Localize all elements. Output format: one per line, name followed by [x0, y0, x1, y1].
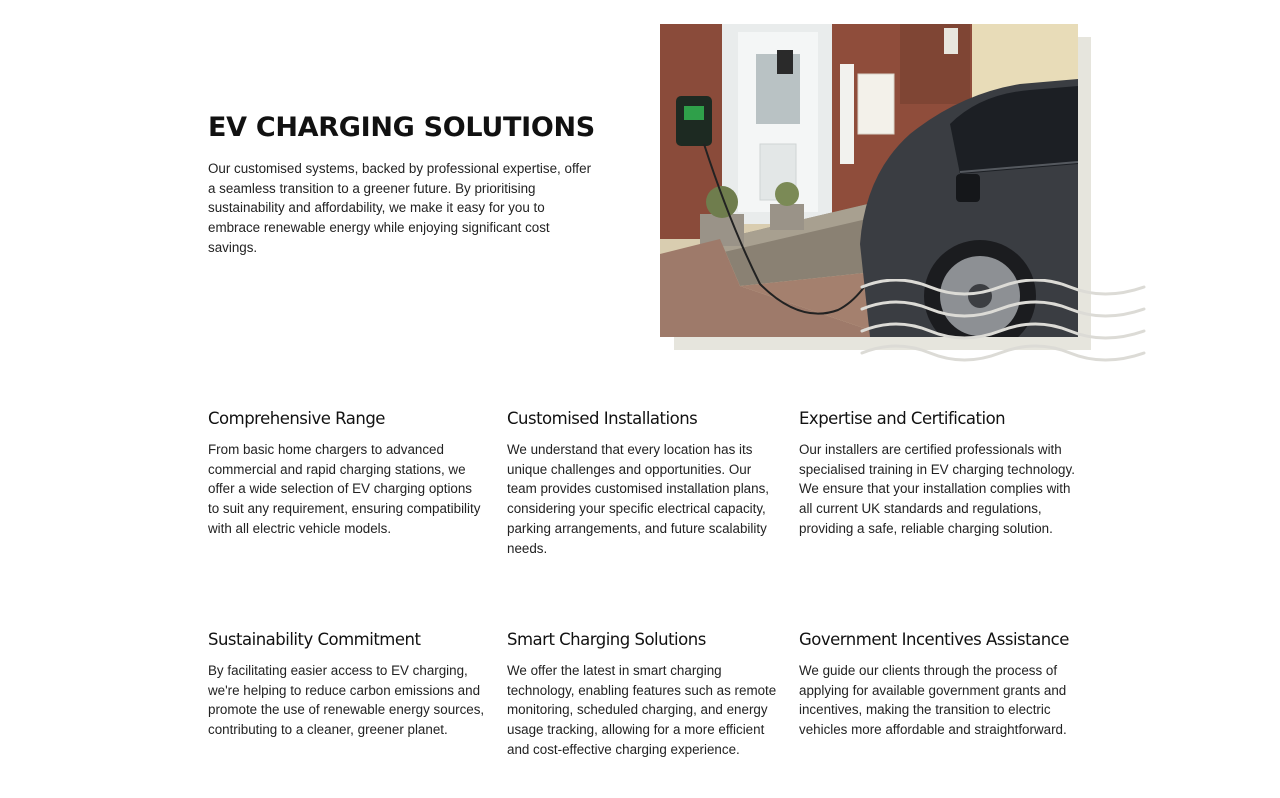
feature-title: Expertise and Certification [799, 409, 1006, 428]
decorative-wave-lines [860, 279, 1146, 371]
feature-description: Our installers are certified professionals with specialised training in EV charging technology. We ensure that your installation complies with all current UK standards and regulations, providing a safe, reliable charging solution. [799, 442, 1075, 536]
feature-title: Sustainability Commitment [208, 630, 421, 649]
feature-description: We understand that every location has its unique challenges and opportunities. Our team provides customised installation plans, considering your specific electrical capacity, parking arrangements, and future scalability needs. [507, 442, 769, 556]
feature-expertise-certification [799, 409, 1077, 539]
feature-title: Comprehensive Range [208, 409, 385, 428]
feature-description: By facilitating easier access to EV charging, we're helping to reduce carbon emissions and promote the use of renewable energy sources, contributing to a cleaner, greener planet. [208, 663, 485, 738]
feature-sustainability-commitment [208, 630, 486, 740]
feature-customised-installations [507, 409, 779, 558]
feature-title: Government Incentives Assistance [799, 630, 1069, 649]
feature-title: Customised Installations [507, 409, 698, 428]
feature-description: We guide our clients through the process of applying for available government grants and incentives, making the transition to electric vehicles more affordable and straightforward. [799, 663, 1067, 738]
feature-description: From basic home chargers to advanced commercial and rapid charging stations, we offer a wide selection of EV charging options to suit any requirement, ensuring compatibility with all electric vehicle models. [208, 442, 481, 536]
hero-description: Our customised systems, backed by professional expertise, offer a seamless transition to a greener future. By prioritising sustainability and affordability, we make it easy for you to embrace renewable energy while enjoying significant cost savings. [208, 161, 592, 255]
feature-title: Smart Charging Solutions [507, 630, 706, 649]
hero-photo-block [660, 24, 1146, 374]
feature-description: We offer the latest in smart charging technology, enabling features such as remote monitoring, scheduled charging, and energy usage tracking, allowing for a more efficient and cost-effective charging experience. [507, 663, 777, 757]
page-title: EV CHARGING SOLUTIONS [208, 112, 595, 143]
feature-smart-charging [507, 630, 779, 760]
feature-comprehensive-range [208, 409, 486, 539]
feature-government-incentives [799, 630, 1077, 740]
